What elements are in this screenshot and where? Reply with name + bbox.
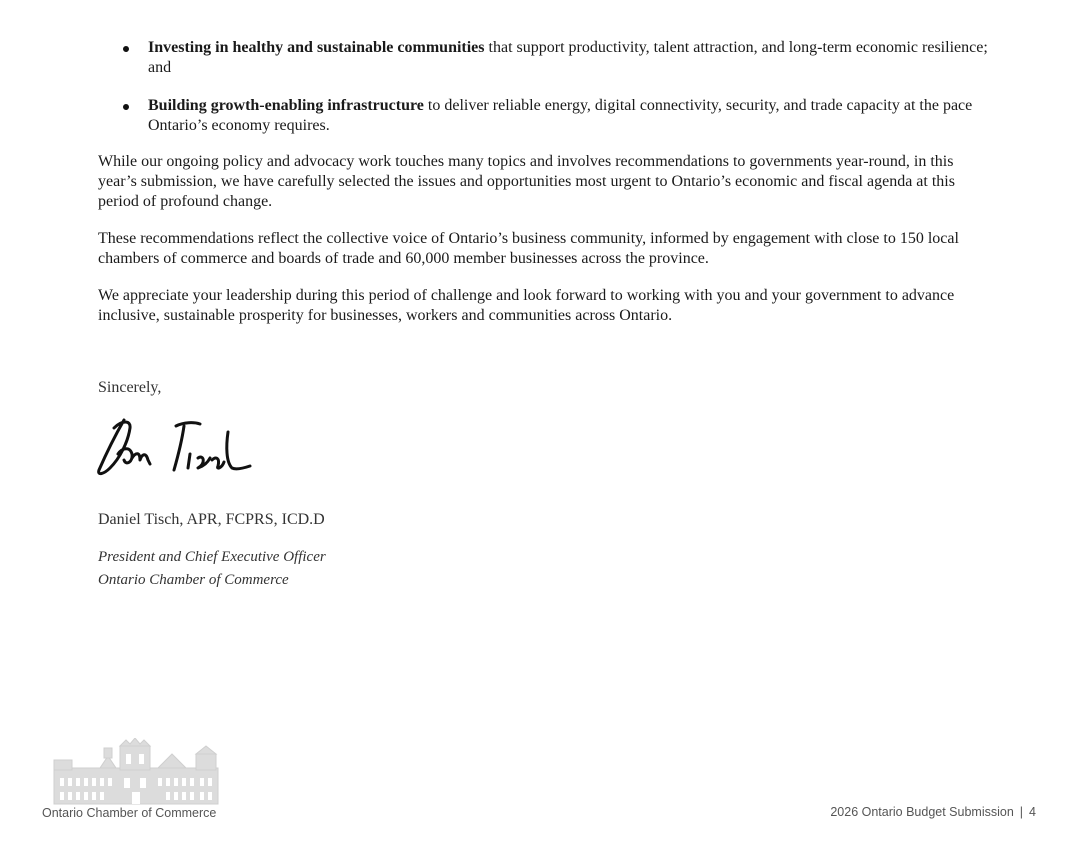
bullet-bold-text: Investing in healthy and sustainable communities [148, 39, 485, 56]
bullet-item [98, 38, 998, 78]
body-paragraph: These recommendations reflect the collective voice of Ontario’s business community, informed by engagement with close to 150 local chambers of commerce and boards of trade and 60,000 member businesses across the province. [98, 230, 959, 267]
footer-document-title: 2026 Ontario Budget Submission [830, 805, 1014, 819]
signer-organization: Ontario Chamber of Commerce [98, 572, 289, 588]
signer-name: Daniel Tisch, APR, FCPRS, ICD.D [98, 511, 325, 528]
body-paragraph: We appreciate your leadership during this period of challenge and look forward to working with you and your government to advance inclusive, sustainable prosperity for businesses, workers and communities across Ontario. [98, 287, 955, 324]
bullet-text: to deliver reliable energy, digital connectivity, security, and trade capacity at the pace Ontario’s economy requires. [148, 97, 973, 134]
bullet-text: that support productivity, talent attraction, and long-term economic resilience; and [148, 39, 988, 76]
page-number: 4 [1029, 805, 1036, 819]
signer-role: President and Chief Executive Officer [98, 549, 326, 565]
footer-separator: | [1019, 805, 1024, 819]
bullet-dot-icon [123, 46, 129, 52]
bullet-bold-text: Building growth-enabling infrastructure [148, 97, 424, 114]
building-logo-icon [50, 738, 222, 806]
recommendation-bullets [98, 38, 998, 154]
footer-organization: Ontario Chamber of Commerce [42, 806, 217, 820]
bullet-item [98, 96, 998, 136]
body-paragraph: While our ongoing policy and advocacy work touches many topics and involves recommendations to governments year-round, in this year’s submission, we have carefully selected the issues and opportunities most urgent to Ontario’s economic and fiscal agenda at this period of profound change. [98, 153, 955, 210]
closing-salutation: Sincerely, [98, 379, 162, 396]
handwritten-signature [94, 414, 254, 480]
bullet-dot-icon [123, 104, 129, 110]
footer-page-info [830, 805, 1036, 819]
